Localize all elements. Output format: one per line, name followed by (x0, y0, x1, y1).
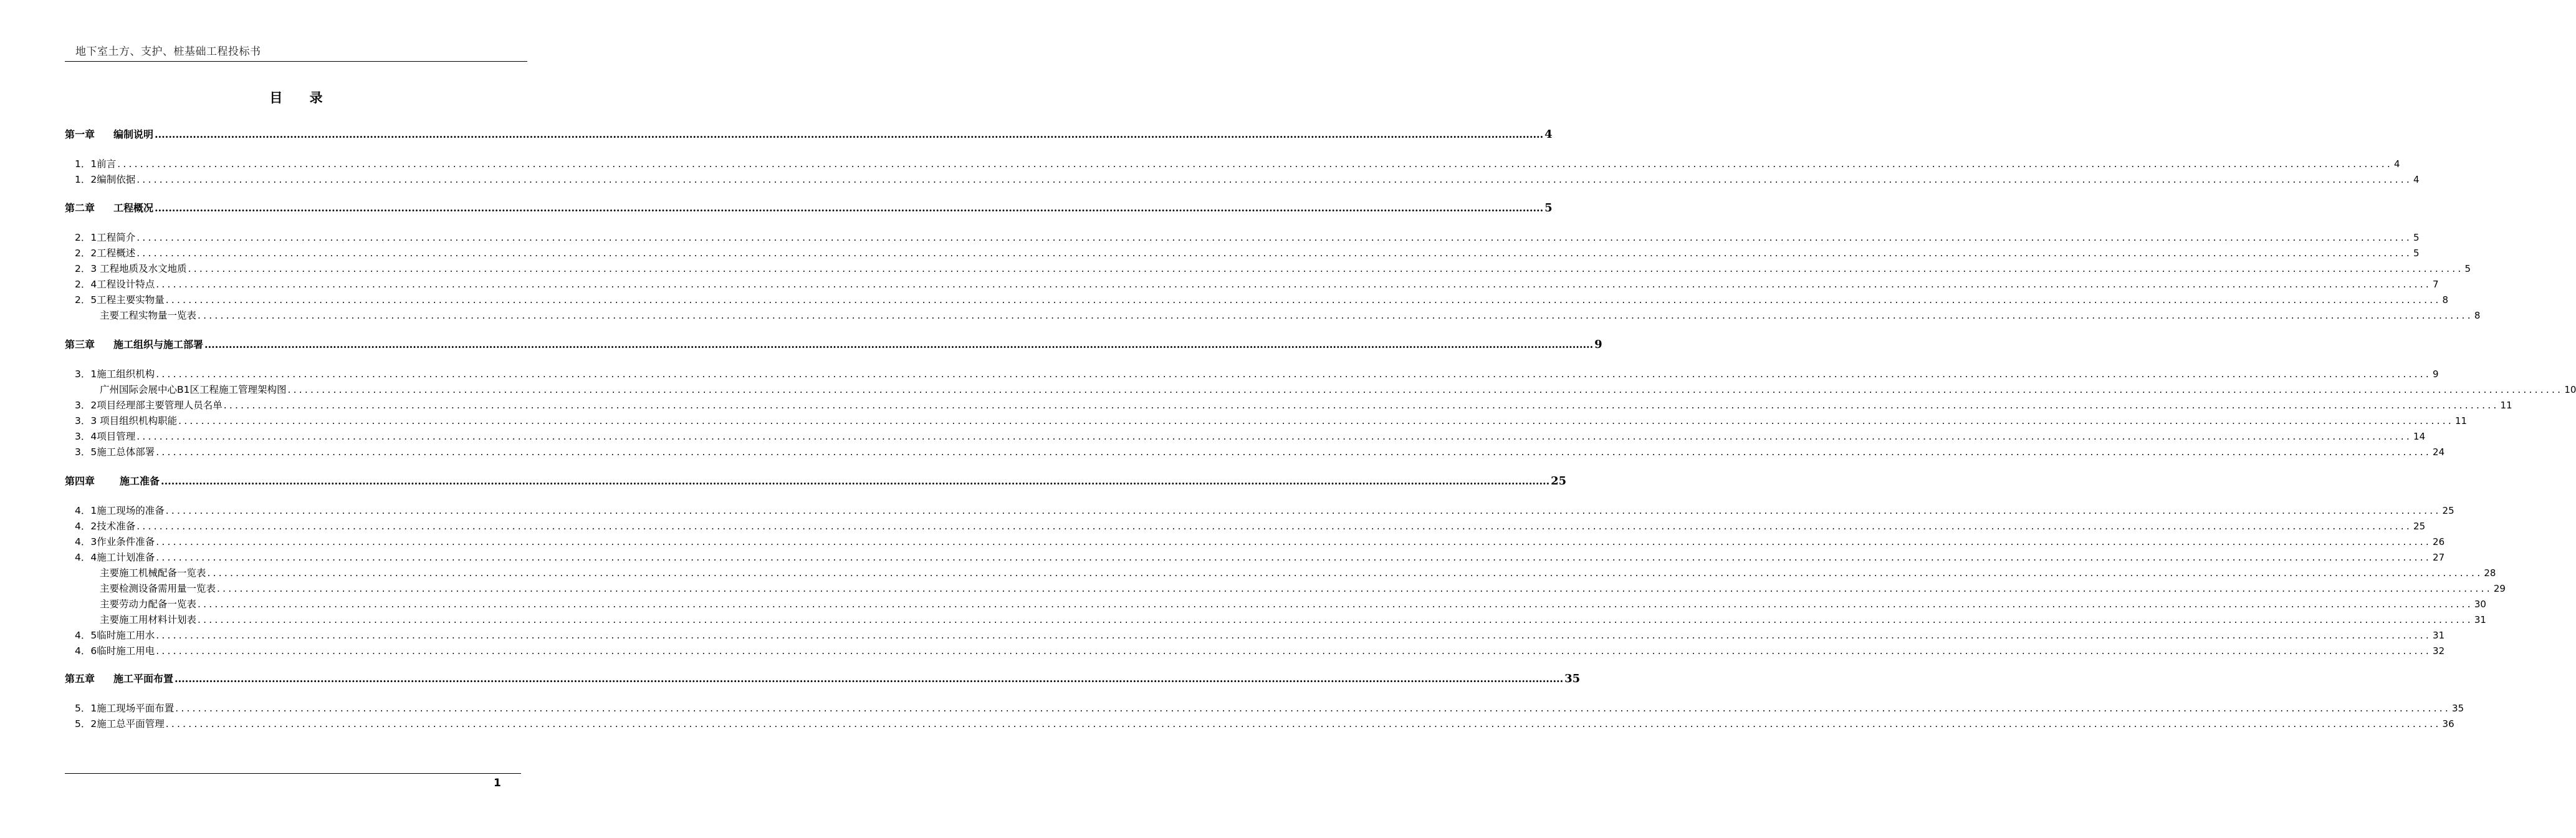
toc-page-number: 11 (2500, 400, 2512, 411)
toc-chapter-label (65, 127, 153, 141)
toc-section-entry[interactable] (75, 292, 2449, 306)
toc-page-number: 5 (2413, 232, 2420, 243)
toc-subsection-entry[interactable] (100, 597, 2486, 610)
toc-leader-dots: ................................................................................................................................................................................................................................................................................................................................................................................................................ (136, 232, 2413, 243)
toc-page-number: 27 (2433, 552, 2445, 563)
page-header-title: 地下室土方、支护、桩基础工程投标书 (75, 46, 261, 58)
toc-page-number: 28 (2484, 567, 2496, 579)
toc-section-entry[interactable] (75, 277, 2439, 291)
toc-page-number: 30 (2474, 599, 2486, 610)
toc-chapter-number: 第五章 (65, 673, 95, 685)
toc-page-number: 8 (2442, 294, 2449, 306)
toc-page-number: 25 (2442, 505, 2454, 516)
toc-entry-title: 3．4项目管理 (75, 431, 136, 442)
toc-entry-title: 4．3作业条件准备 (75, 536, 155, 547)
toc-entry-title: 5．1施工现场平面布置 (75, 703, 175, 714)
toc-subsection-entry[interactable] (100, 308, 2481, 322)
toc-leader-dots: ................................................................................................................................................................................................................................................................................................................................................................................................................ (117, 158, 2393, 170)
toc-chapter-label (65, 473, 160, 488)
toc-entry-title: 3．5施工总体部署 (75, 446, 155, 458)
toc-entry-title: 3．1施工组织机构 (75, 368, 155, 380)
toc-subsection-entry[interactable] (100, 382, 2576, 396)
toc-chapter-label (65, 200, 153, 214)
toc-leader-dots: ................................................................................................................................................................................................................................................................................................................................................................................................................ (155, 202, 1544, 214)
toc-chapter-number: 第四章 (65, 475, 95, 487)
toc-page-number: 35 (2452, 703, 2464, 714)
toc-leader-dots: ................................................................................................................................................................................................................................................................................................................................................................................................................ (136, 521, 2413, 532)
toc-page-number: 8 (2474, 310, 2481, 321)
toc-chapter-title: 编制说明 (113, 128, 154, 140)
toc-leader-dots: ................................................................................................................................................................................................................................................................................................................................................................................................................ (165, 294, 2441, 306)
toc-entry-title: 2．3 工程地质及水文地质 (75, 263, 187, 274)
toc-leader-dots: ................................................................................................................................................................................................................................................................................................................................................................................................................ (188, 263, 2464, 274)
toc-entry-title: 1．2编制依据 (75, 174, 136, 185)
toc-section-entry[interactable] (75, 628, 2445, 642)
toc-leader-dots: ................................................................................................................................................................................................................................................................................................................................................................................................................ (165, 718, 2441, 730)
toc-section-entry[interactable] (75, 534, 2445, 548)
toc-leader-dots: ................................................................................................................................................................................................................................................................................................................................................................................................................ (198, 310, 2473, 321)
toc-section-entry[interactable] (75, 172, 2420, 186)
toc-page-number: 4 (2394, 158, 2400, 170)
toc-entry-title: 主要工程实物量一览表 (100, 310, 197, 321)
toc-subsection-entry[interactable] (100, 612, 2486, 626)
toc-page-number: 26 (2433, 536, 2445, 547)
toc-leader-dots: ................................................................................................................................................................................................................................................................................................................................................................................................................ (217, 583, 2492, 594)
toc-page-number: 5 (2413, 248, 2420, 259)
toc-leader-dots: ................................................................................................................................................................................................................................................................................................................................................................................................................ (287, 384, 2564, 395)
toc-chapter-number: 第三章 (65, 339, 95, 350)
toc-section-entry[interactable] (75, 246, 2420, 259)
toc-leader-dots: ................................................................................................................................................................................................................................................................................................................................................................................................................ (175, 673, 1564, 685)
toc-entry-title: 2．1工程简介 (75, 232, 136, 243)
toc-page-number: 14 (2413, 431, 2426, 442)
toc-entry-title: 5．2施工总平面管理 (75, 718, 165, 730)
toc-leader-dots: ................................................................................................................................................................................................................................................................................................................................................................................................................ (156, 645, 2432, 657)
toc-title: 目 录 (269, 90, 334, 105)
toc-section-entry[interactable] (75, 367, 2439, 380)
toc-section-entry[interactable] (75, 503, 2454, 517)
toc-chapter-title: 施工组织与施工部署 (113, 339, 204, 350)
toc-entry-title: 3．2项目经理部主要管理人员名单 (75, 400, 223, 411)
toc-chapter-label (65, 671, 173, 685)
toc-entry-title: 4．1施工现场的准备 (75, 505, 165, 516)
toc-section-entry[interactable] (75, 701, 2464, 715)
toc-leader-dots: ................................................................................................................................................................................................................................................................................................................................................................................................................ (156, 630, 2432, 641)
toc-leader-dots: ................................................................................................................................................................................................................................................................................................................................................................................................................ (204, 339, 1594, 350)
toc-entry-title: 2．5工程主要实物量 (75, 294, 165, 306)
toc-leader-dots: ................................................................................................................................................................................................................................................................................................................................................................................................................ (156, 552, 2432, 563)
toc-page-number: 4 (1544, 128, 1553, 141)
toc-leader-dots: ................................................................................................................................................................................................................................................................................................................................................................................................................ (155, 128, 1544, 140)
toc-chapter-entry[interactable] (65, 127, 1553, 141)
toc-leader-dots: ................................................................................................................................................................................................................................................................................................................................................................................................................ (178, 415, 2454, 426)
toc-entry-title: 4．4施工计划准备 (75, 552, 155, 563)
toc-chapter-title: 施工平面布置 (113, 673, 174, 685)
toc-page-number: 29 (2493, 583, 2506, 594)
toc-subsection-entry[interactable] (100, 566, 2496, 579)
toc-page-number: 5 (2464, 263, 2471, 274)
toc-page-number: 31 (2433, 630, 2445, 641)
toc-leader-dots: ................................................................................................................................................................................................................................................................................................................................................................................................................ (156, 446, 2432, 458)
toc-entry-title: 主要施工用材料计划表 (100, 614, 197, 625)
toc-section-entry[interactable] (75, 157, 2400, 170)
toc-section-entry[interactable] (75, 398, 2512, 412)
toc-page-number: 5 (1544, 201, 1553, 214)
toc-page-number: 7 (2433, 279, 2439, 290)
toc-chapter-entry[interactable] (65, 337, 1602, 351)
toc-chapter-number: 第二章 (65, 202, 95, 214)
header-divider (65, 61, 527, 62)
toc-page-number: 4 (2413, 174, 2420, 185)
toc-page-number: 35 (1564, 672, 1581, 685)
toc-entry-title: 主要施工机械配备一览表 (100, 567, 206, 579)
toc-entry-title: 主要劳动力配备一览表 (100, 599, 197, 610)
toc-leader-dots: ................................................................................................................................................................................................................................................................................................................................................................................................................ (156, 368, 2432, 380)
toc-entry-title: 3．3 项目组织机构职能 (75, 415, 178, 426)
toc-chapter-label (65, 337, 203, 351)
toc-page-number: 24 (2433, 446, 2445, 458)
toc-chapter-entry[interactable] (65, 473, 1567, 488)
toc-page-number: 32 (2433, 645, 2445, 657)
toc-entry-title: 4．6临时施工用电 (75, 645, 155, 657)
toc-section-entry[interactable] (75, 519, 2426, 532)
toc-page-number: 11 (2454, 415, 2468, 426)
toc-page-number: 9 (1594, 338, 1602, 351)
page-number: 1 (494, 777, 501, 789)
toc-leader-dots: ................................................................................................................................................................................................................................................................................................................................................................................................................ (136, 174, 2413, 185)
toc-section-entry[interactable] (75, 445, 2445, 458)
toc-leader-dots: ................................................................................................................................................................................................................................................................................................................................................................................................................ (136, 248, 2413, 259)
toc-leader-dots: ................................................................................................................................................................................................................................................................................................................................................................................................................ (198, 599, 2473, 610)
toc-entry-title: 1．1前言 (75, 158, 117, 170)
toc-chapter-entry[interactable] (65, 671, 1581, 685)
toc-leader-dots: ................................................................................................................................................................................................................................................................................................................................................................................................................ (198, 614, 2473, 625)
toc-entry-title: 主要检测设备需用量一览表 (100, 583, 216, 594)
toc-leader-dots: ................................................................................................................................................................................................................................................................................................................................................................................................................ (165, 505, 2441, 516)
toc-chapter-entry[interactable] (65, 200, 1553, 214)
toc-section-entry[interactable] (75, 716, 2454, 730)
toc-leader-dots: ................................................................................................................................................................................................................................................................................................................................................................................................................ (175, 703, 2451, 714)
toc-section-entry[interactable] (75, 429, 2426, 443)
footer-divider (65, 773, 521, 774)
toc-leader-dots: ................................................................................................................................................................................................................................................................................................................................................................................................................ (161, 475, 1550, 487)
toc-section-entry[interactable] (75, 413, 2468, 427)
toc-chapter-title: 施工准备 (120, 475, 160, 487)
toc-page-number: 9 (2433, 368, 2439, 380)
toc-leader-dots: ................................................................................................................................................................................................................................................................................................................................................................................................................ (136, 431, 2413, 442)
toc-leader-dots: ................................................................................................................................................................................................................................................................................................................................................................................................................ (156, 279, 2432, 290)
toc-page-number: 36 (2442, 718, 2454, 730)
toc-entry-title: 4．2技术准备 (75, 521, 136, 532)
toc-page-number: 25 (2413, 521, 2426, 532)
toc-leader-dots: ................................................................................................................................................................................................................................................................................................................................................................................................................ (156, 536, 2432, 547)
toc-entry-title: 4．5临时施工用水 (75, 630, 155, 641)
toc-subsection-entry[interactable] (100, 581, 2506, 595)
toc-section-entry[interactable] (75, 643, 2445, 657)
toc-section-entry[interactable] (75, 230, 2420, 244)
toc-section-entry[interactable] (75, 261, 2471, 275)
toc-page-number: 25 (1551, 474, 1567, 488)
toc-leader-dots: ................................................................................................................................................................................................................................................................................................................................................................................................................ (207, 567, 2483, 579)
toc-entry-title: 广州国际会展中心B1区工程施工管理架构图 (100, 384, 287, 395)
toc-chapter-title: 工程概况 (113, 202, 154, 214)
toc-entry-title: 2．4工程设计特点 (75, 279, 155, 290)
toc-section-entry[interactable] (75, 550, 2445, 564)
toc-page-number: 31 (2474, 614, 2486, 625)
toc-chapter-number: 第一章 (65, 128, 95, 140)
toc-page-number: 10 (2564, 384, 2576, 395)
toc-leader-dots: ................................................................................................................................................................................................................................................................................................................................................................................................................ (223, 400, 2499, 411)
toc-entry-title: 2．2工程概述 (75, 248, 136, 259)
